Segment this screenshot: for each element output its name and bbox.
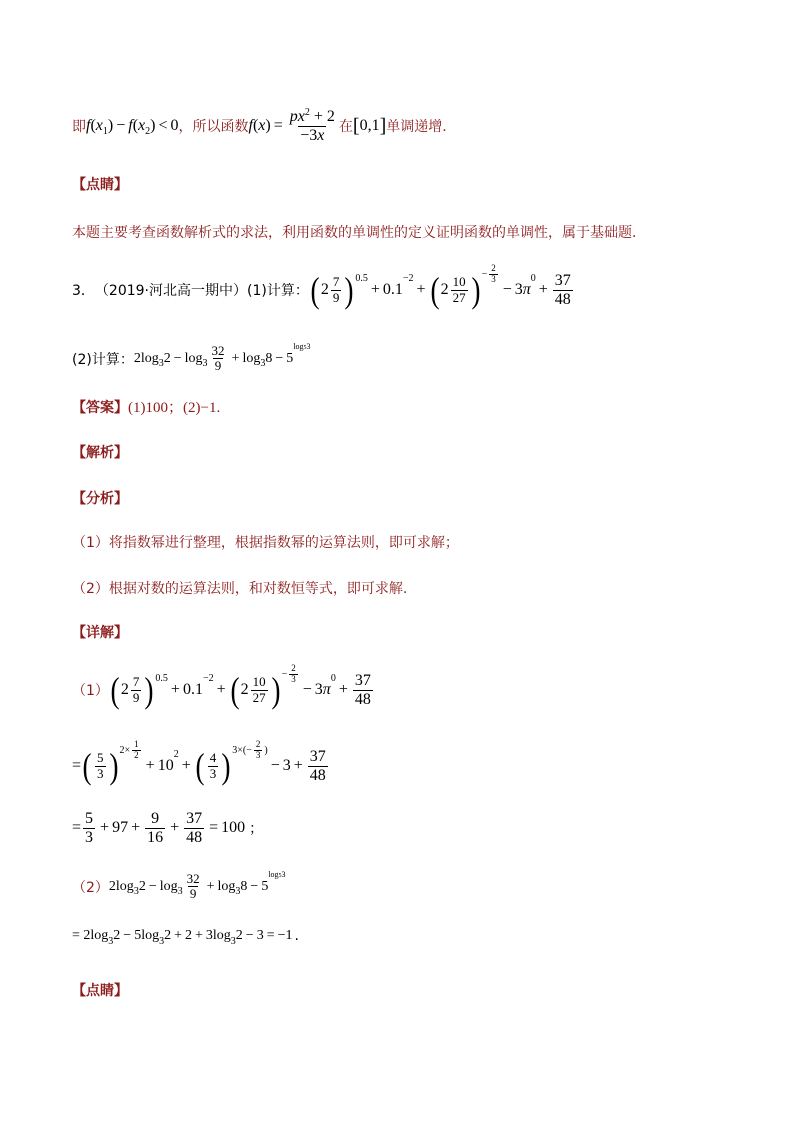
problem-part1-formula: ( 2 $\frac{7}{9}$ ) 0.5 + 0.1 −2 + ( 2 $\frac{10}{27}$ ) − $\frac{2}{3}$ − 3 π 0 + $\frac{37}{48}$ [310,262,571,311]
section-xiangjie: 【详解】 [72,625,128,641]
detail-1-step-1 [72,738,330,787]
problem-part2-line [72,344,310,374]
detail-1-step-2-formula: = $\frac{5}{3}$ + 97 + $\frac{9}{16}$ + $\frac{37}{48}$ = 100 [72,810,246,846]
problem-number: 3． [72,283,95,300]
detail-1-line [72,662,375,711]
text-suffix-a: 在 [338,119,353,136]
detail-1-step-1-formula: = ( $\frac{5}{3}$ ) 2× $\frac{1}{2}$ + 10 2 + ( $\frac{4}{3}$ ) 3×(− $\frac{2}{3}$ ) − 3 + $\frac{37}{48}$ [72,738,326,787]
detail-2-step: = 2log 3 2 − 5log 3 2 + 2 + 3log 3 2 − 3 = −1 . [72,928,299,947]
summary-text: 本题主要考查函数解析式的求法，利用函数的单调性的定义证明函数的单调性，属于基础题． [72,225,646,241]
problem-part2-label: (2)计算： [72,351,134,368]
text-suffix-b: 单调递增. [386,119,447,136]
text-prefix: 即 [72,119,86,136]
detail-2-label: （2） [72,879,109,896]
inequality-formula: f ( x 1 ) − f ( x 2 ) < 0 [86,117,179,137]
problem-part2-formula: 2log 3 2 − log 3 $\frac{32}{9}$ + log 3 8 − 5 log53 [133,342,311,374]
problem-source: （2019·河北高一期中） [94,283,248,300]
analysis-2: （2）根据对数的运算法则，和对数恒等式，即可求解. [72,581,408,597]
section-jiexi: 【解析】 [72,445,128,461]
section-fenxi: 【分析】 [72,491,128,507]
interval-formula: [ 0,1 ] [352,114,387,137]
detail-2-line [72,872,286,902]
text-middle: ，所以函数 [178,119,249,136]
section-dianjing-2: 【点睛】 [72,983,128,999]
detail-1-formula: ( 2 $\frac{7}{9}$ ) 0.5 + 0.1 −2 + ( 2 $\frac{10}{27}$ ) − $\frac{2}{3}$ − 3 π 0 + $\frac{37}{48}$ [110,662,371,711]
detail-1-step-2: = $\frac{5}{3}$ + 97 + $\frac{9}{16}$ + $\frac{37}{48}$ = 100 ； [72,810,264,846]
detail-2-formula: 2log 3 2 − log 3 $\frac{32}{9}$ + log 3 8 − 5 log53 [108,870,286,902]
function-formula: f ( x ) = $\frac{px^2 + 2}{-3x}$ [248,107,335,144]
monotonic-conclusion-line [72,108,447,144]
problem-part1-label: (1)计算： [247,283,309,300]
detail-2-step-formula: = 2log 3 2 − 5log 3 2 + 2 + 3log 3 2 − 3 = −1 [72,928,293,947]
detail-1-label: （1） [72,683,109,700]
answer-text: (1)100；(2)−1. [128,400,221,416]
problem-3-line [72,262,575,311]
section-dianjing-1: 【点睛】 [72,177,128,193]
answer-label: 【答案】 [72,399,128,416]
analysis-1: （1）将指数幂进行整理，根据指数幂的运算法则，即可求解； [72,535,459,551]
answer-line [72,396,220,417]
